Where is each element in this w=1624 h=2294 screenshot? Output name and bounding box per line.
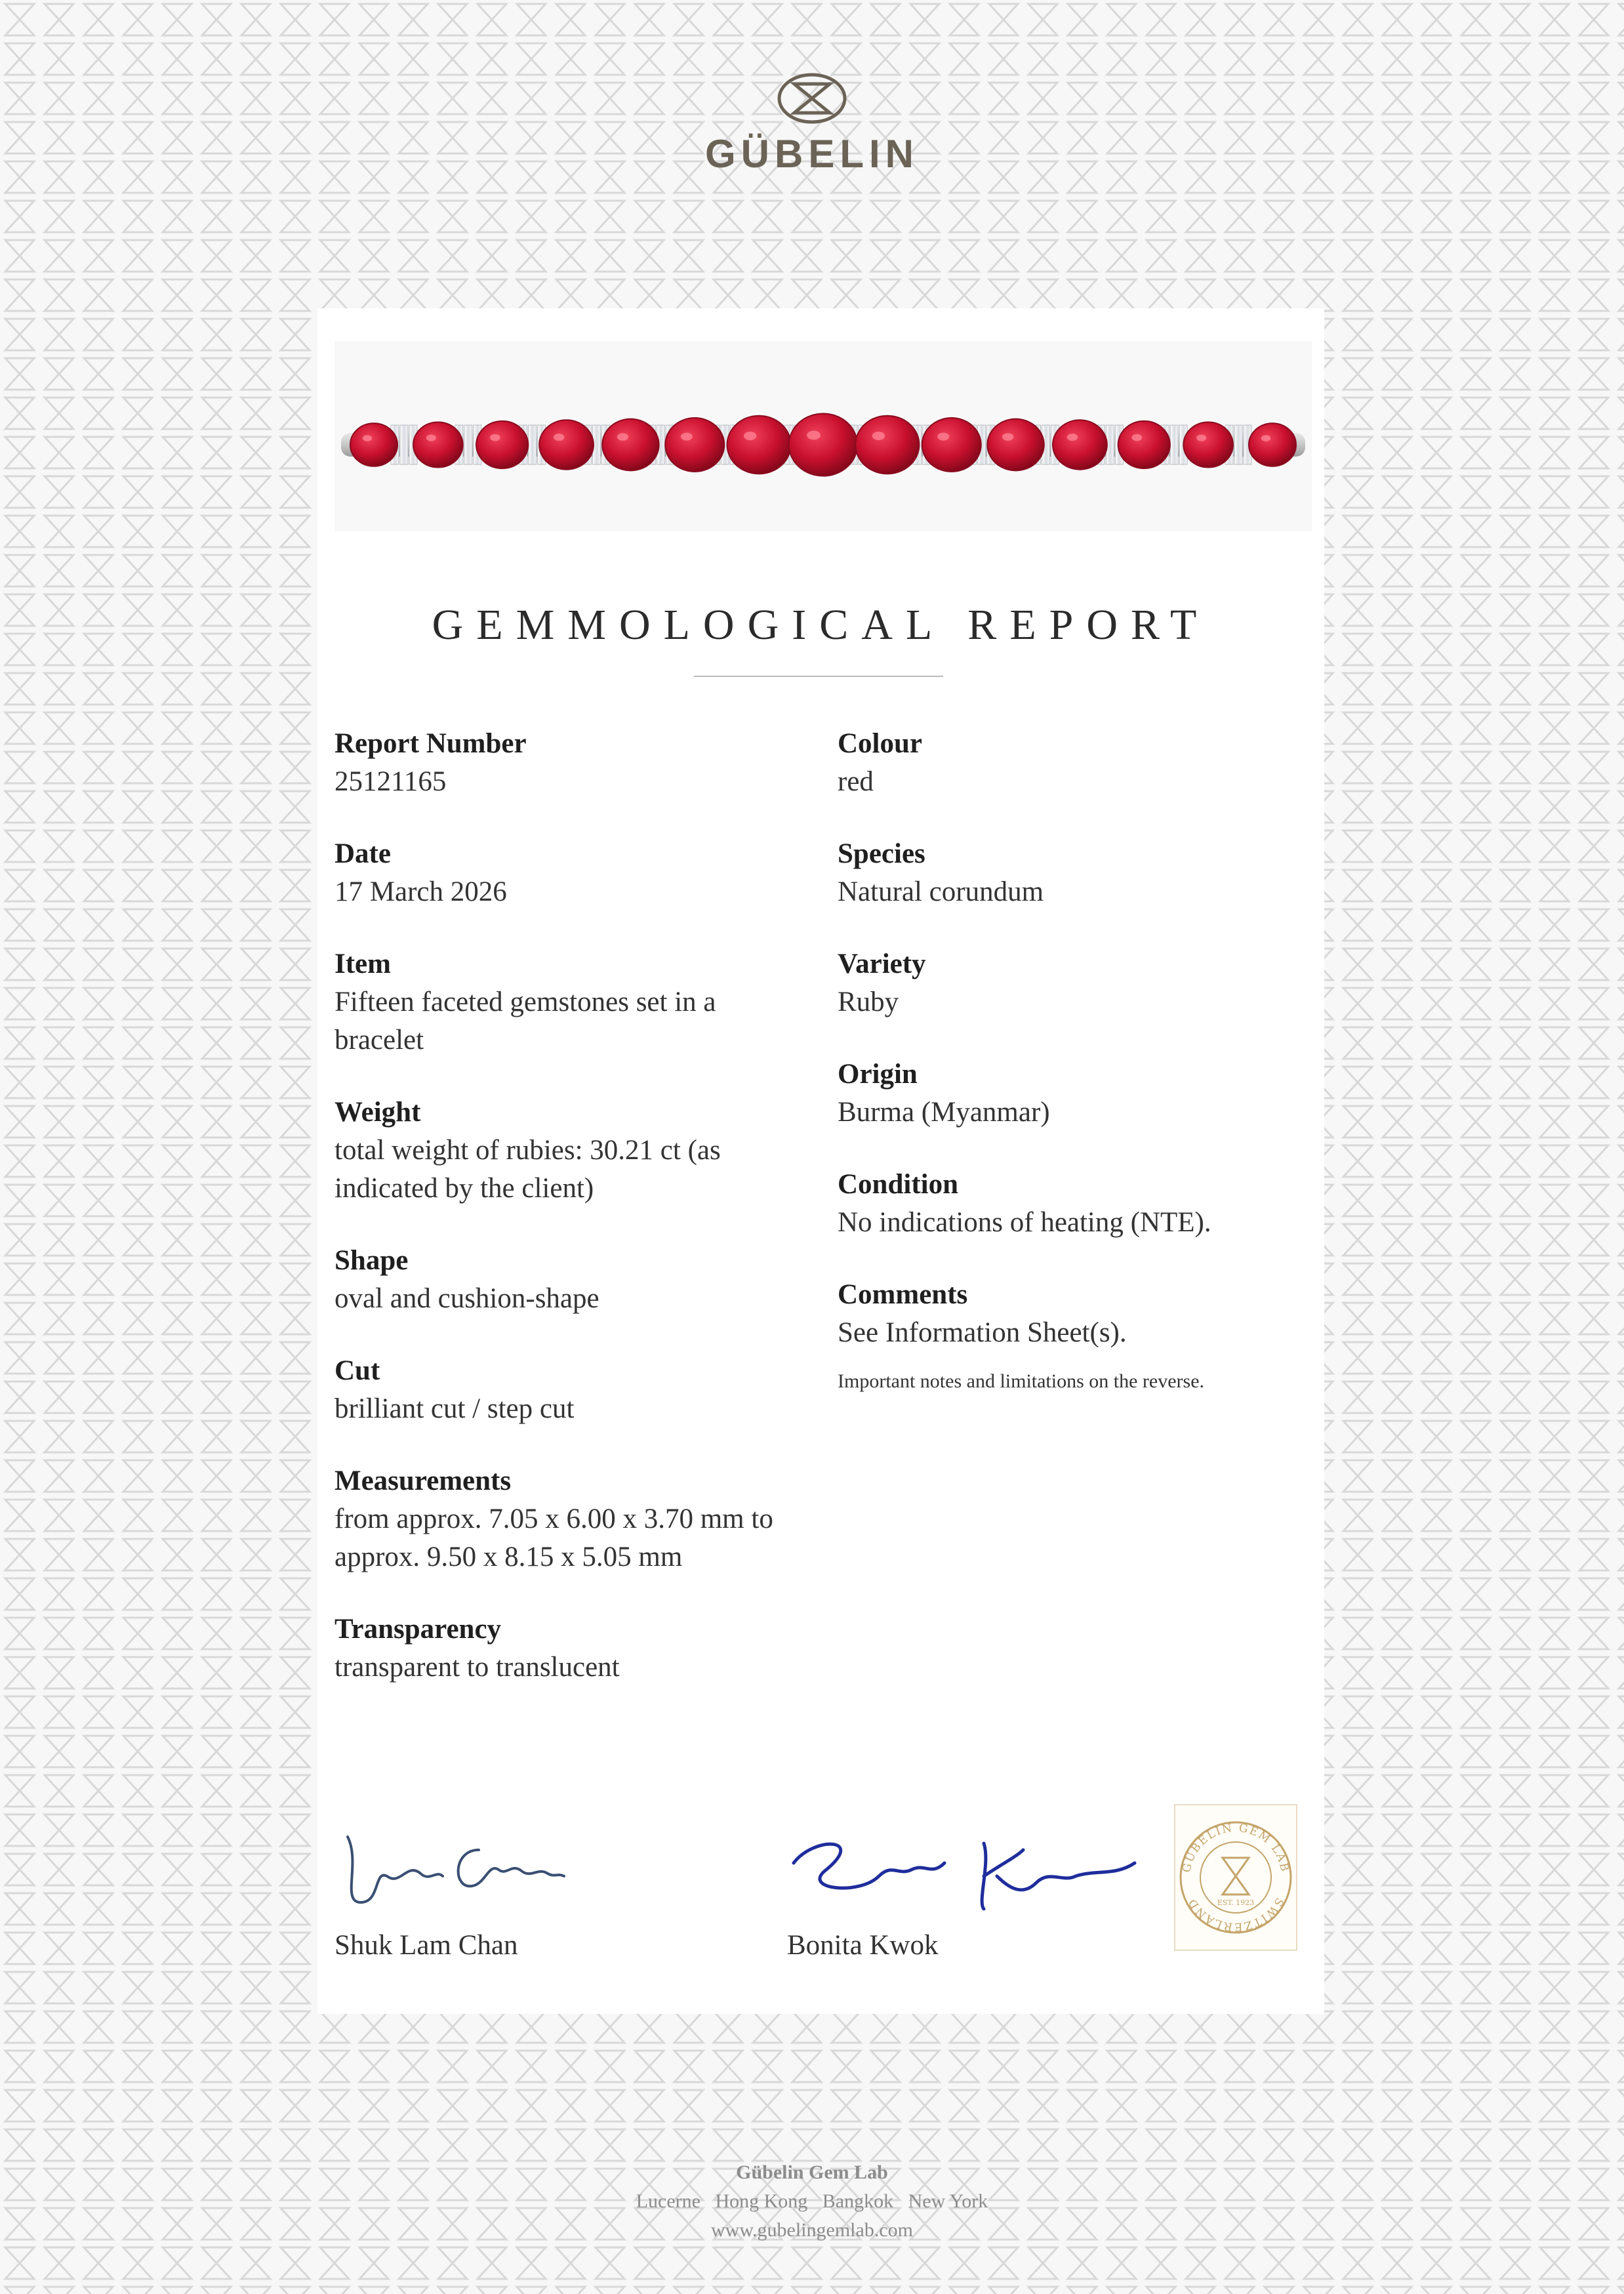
field-label: Cut [335,1355,380,1386]
field-weight [335,1094,807,1208]
field-label: Comments [838,1279,968,1310]
ruby-stone [727,416,791,474]
ruby-highlight [744,432,756,440]
seal-est: EST. 1923 [1217,1898,1255,1907]
field-label: Colour [838,728,922,759]
ruby-stone [1118,421,1170,468]
ruby-highlight [426,434,436,441]
left-column [335,725,807,1721]
ruby-stone [1249,423,1296,466]
ruby-highlight [363,435,372,441]
signature-left [335,1824,571,1961]
field-condition [838,1166,1310,1242]
diamond-baguette [1170,425,1178,464]
ruby-stone [602,419,659,471]
title-divider [694,676,943,677]
field-value: 17 March 2026 [335,876,507,907]
ruby-highlight [1131,434,1142,441]
ruby-highlight [554,434,565,441]
ruby-highlight [1261,435,1270,441]
seal-text-top: GÜBELIN GEM LAB [1180,1821,1291,1874]
field-value: Natural corundum [838,876,1044,907]
ruby-stone [665,418,724,472]
field-value: from approx. 7.05 x 6.00 x 3.70 mm to approx. 9.50 x 8.15 x 5.05 mm [335,1504,773,1572]
footer-website[interactable]: www.gubelingemlab.com [711,2219,913,2241]
signature-right [787,1824,1141,1961]
ruby-stone [1183,422,1233,468]
field-label: Date [335,838,391,869]
signature-image [335,1824,571,1922]
ruby-highlight [1196,434,1206,441]
diamond-baguette [529,425,537,464]
ruby-highlight [807,431,821,440]
signature-image [787,1824,1141,1922]
field-label: Measurements [335,1465,512,1496]
field-cut [335,1352,807,1428]
field-item [335,945,807,1059]
field-report-number [335,725,807,801]
field-value: oval and cushion-shape [335,1283,599,1314]
seal-text-bottom: SWITZERLAND [1185,1895,1286,1934]
field-species [838,835,1310,911]
field-label: Shape [335,1245,409,1276]
field-transparency [335,1610,807,1687]
right-column [838,725,1310,1393]
ruby-stone [855,416,919,474]
diamond-baguette [1234,425,1242,464]
field-label: Report Number [335,728,527,759]
signatory-name: Bonita Kwok [787,1930,939,1961]
footer-brand: Gübelin Gem Lab [736,2161,888,2183]
field-value: Burma (Myanmar) [838,1097,1050,1128]
ruby-highlight [490,434,500,441]
field-value: 25121165 [335,766,447,797]
field-value: Fifteen faceted gemstones set in a bracelet [335,987,716,1055]
hourglass-emblem-icon [776,72,848,125]
field-label: Transparency [335,1614,502,1645]
footer-locations: Lucerne Hong Kong Bangkok New York [636,2190,988,2212]
field-value: total weight of rubies: 30.21 ct (as indicated by the client) [335,1135,721,1204]
ruby-highlight [937,433,949,441]
field-label: Item [335,949,391,979]
field-date [335,835,807,911]
field-value: transparent to translucent [335,1652,620,1683]
ruby-stone [476,421,528,468]
report-title: GEMMOLOGICAL REPORT [432,601,1210,649]
ruby-highlight [617,433,628,441]
field-comments [838,1276,1310,1352]
ruby-stone [539,420,594,469]
diamond-baguette [400,425,408,464]
ruby-stone [922,418,981,472]
field-label: Origin [838,1059,918,1090]
brand-wordmark: GÜBELIN [705,132,919,176]
ruby-highlight [681,433,693,441]
bracelet-image [335,341,1312,531]
field-shape [335,1242,807,1318]
field-colour [838,725,1310,801]
reverse-note: Important notes and limitations on the reverse. [838,1370,1205,1392]
field-origin [838,1055,1310,1132]
ruby-stone [413,422,463,468]
ruby-stone [350,423,397,466]
seal-hourglass-icon [1223,1858,1249,1895]
field-value: red [838,766,874,797]
field-value: No indications of heating (NTE). [838,1207,1211,1238]
field-label: Species [838,838,925,869]
ruby-stone [987,419,1044,471]
field-label: Weight [335,1097,421,1128]
signatory-name: Shuk Lam Chan [335,1930,518,1961]
field-value: See Information Sheet(s). [838,1317,1127,1348]
field-value: Ruby [838,987,899,1017]
ruby-stone [1053,420,1107,469]
field-variety [838,945,1310,1021]
footer [0,2158,1624,2245]
ruby-highlight [1002,433,1013,441]
ruby-highlight [1067,434,1078,441]
ruby-highlight [872,432,885,440]
ruby-stone [789,413,857,476]
lab-seal [1174,1804,1297,1951]
field-measurements [335,1462,807,1576]
diamond-baguette [464,425,472,464]
brand-logo [0,72,1624,176]
field-label: Condition [838,1169,959,1200]
field-value: brilliant cut / step cut [335,1393,575,1424]
svg-text:GÜBELIN GEM LAB [1180,1822,1291,1874]
field-label: Variety [838,949,926,979]
